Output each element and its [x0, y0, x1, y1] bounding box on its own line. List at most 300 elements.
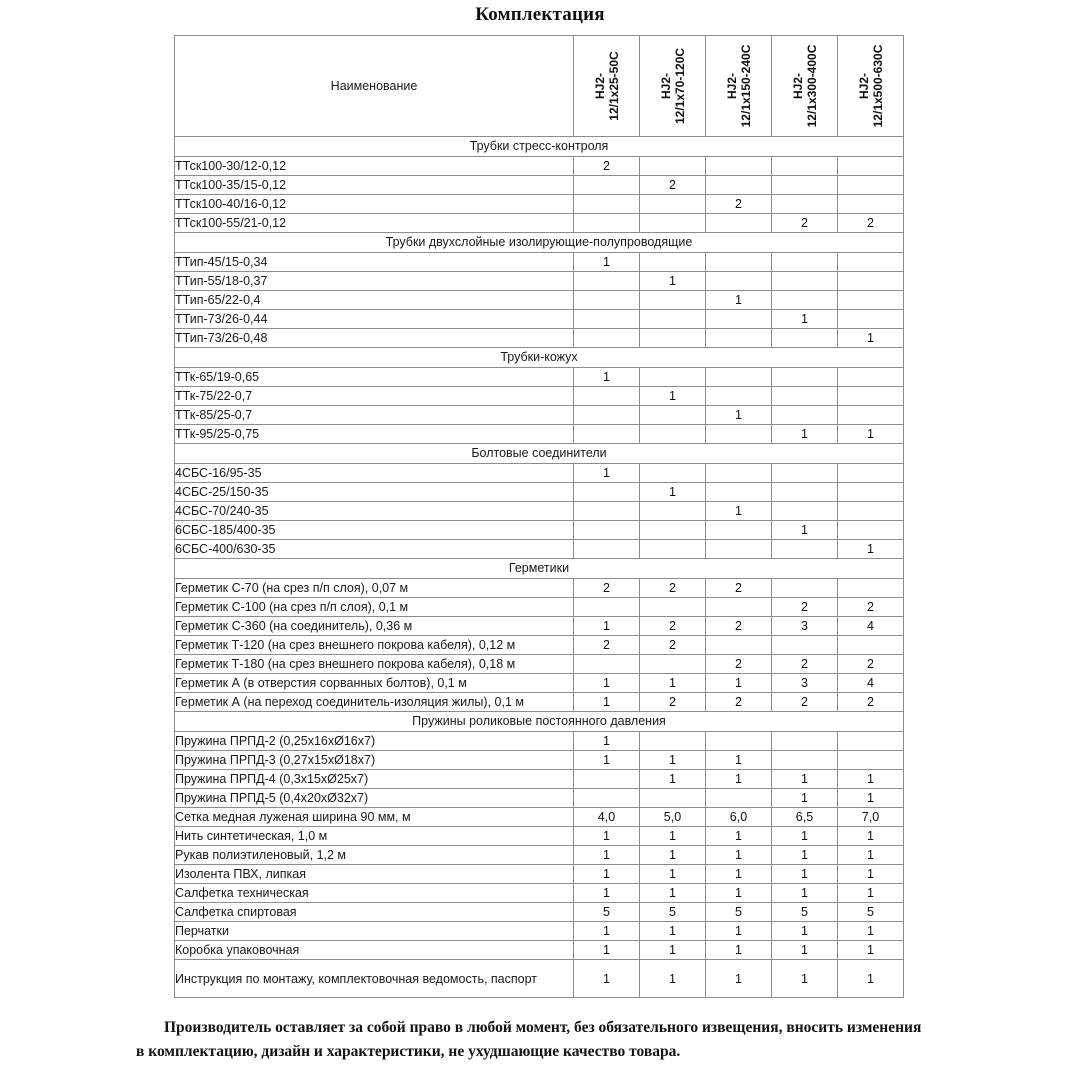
- row-quantity-cell: [772, 329, 838, 348]
- row-quantity-cell: 1: [574, 941, 640, 960]
- row-quantity-cell: 2: [772, 693, 838, 712]
- row-quantity-cell: 1: [706, 827, 772, 846]
- row-item-name: ТТип-65/22-0,4: [175, 291, 574, 310]
- row-quantity-cell: [574, 770, 640, 789]
- row-quantity-cell: [706, 464, 772, 483]
- row-item-name: ТТк-75/22-0,7: [175, 387, 574, 406]
- row-quantity-cell: [772, 291, 838, 310]
- table-row: [175, 789, 904, 808]
- section-heading-row: [175, 348, 904, 368]
- row-quantity-cell: 1: [574, 674, 640, 693]
- row-quantity-cell: [772, 636, 838, 655]
- row-quantity-cell: 1: [838, 884, 904, 903]
- row-quantity-cell: 2: [706, 617, 772, 636]
- row-quantity-cell: [706, 214, 772, 233]
- row-quantity-cell: 1: [640, 941, 706, 960]
- table-row: [175, 195, 904, 214]
- variant-label-1: [592, 51, 620, 120]
- row-quantity-cell: [838, 253, 904, 272]
- row-item-name: 4СБС-25/150-35: [175, 483, 574, 502]
- row-quantity-cell: [772, 253, 838, 272]
- row-item-name: Сетка медная луженая ширина 90 мм, м: [175, 808, 574, 827]
- row-quantity-cell: [640, 368, 706, 387]
- row-quantity-cell: 1: [574, 751, 640, 770]
- column-header-variant-4: [772, 36, 838, 137]
- row-quantity-cell: [838, 636, 904, 655]
- row-quantity-cell: [640, 406, 706, 425]
- row-quantity-cell: 1: [706, 884, 772, 903]
- table-row: [175, 406, 904, 425]
- section-heading-row: [175, 444, 904, 464]
- disclaimer-line-2: в комплектацию, дизайн и характеристики, не ухудшающие качество товара.: [136, 1043, 681, 1060]
- row-quantity-cell: 1: [772, 770, 838, 789]
- table-row: [175, 846, 904, 865]
- row-quantity-cell: [706, 176, 772, 195]
- row-quantity-cell: [640, 195, 706, 214]
- row-quantity-cell: [772, 157, 838, 176]
- table-row: [175, 732, 904, 751]
- row-quantity-cell: 1: [706, 770, 772, 789]
- row-quantity-cell: [640, 732, 706, 751]
- row-quantity-cell: [640, 502, 706, 521]
- row-quantity-cell: [838, 406, 904, 425]
- row-quantity-cell: [838, 368, 904, 387]
- row-quantity-cell: 1: [706, 960, 772, 998]
- row-quantity-cell: [574, 387, 640, 406]
- row-quantity-cell: [772, 195, 838, 214]
- row-quantity-cell: 1: [772, 884, 838, 903]
- row-item-name: Пружина ПРПД-2 (0,25x16xØ16x7): [175, 732, 574, 751]
- table-row: [175, 827, 904, 846]
- row-item-name: ТТк-85/25-0,7: [175, 406, 574, 425]
- row-quantity-cell: [706, 732, 772, 751]
- table-row: [175, 922, 904, 941]
- row-quantity-cell: [640, 310, 706, 329]
- row-quantity-cell: 1: [772, 521, 838, 540]
- row-quantity-cell: 1: [574, 617, 640, 636]
- row-quantity-cell: [838, 732, 904, 751]
- row-quantity-cell: 4,0: [574, 808, 640, 827]
- row-quantity-cell: [574, 406, 640, 425]
- row-quantity-cell: [640, 425, 706, 444]
- variant-label-4: [790, 45, 818, 128]
- row-quantity-cell: [640, 157, 706, 176]
- disclaimer-line-1: Производитель оставляет за собой право в любой момент, без обязательного извещения, вносить изменения: [164, 1019, 922, 1036]
- row-quantity-cell: 1: [772, 827, 838, 846]
- disclaimer-note: [138, 1016, 938, 1064]
- row-quantity-cell: 1: [640, 846, 706, 865]
- row-quantity-cell: 1: [706, 291, 772, 310]
- row-quantity-cell: 1: [838, 329, 904, 348]
- row-quantity-cell: [838, 310, 904, 329]
- row-item-name: 4СБС-70/240-35: [175, 502, 574, 521]
- section-heading-label: Болтовые соединители: [175, 444, 904, 464]
- page-title: Комплектация: [475, 4, 605, 25]
- row-quantity-cell: [640, 789, 706, 808]
- row-quantity-cell: [772, 502, 838, 521]
- row-quantity-cell: 2: [772, 598, 838, 617]
- table-row: [175, 941, 904, 960]
- row-quantity-cell: [640, 291, 706, 310]
- row-quantity-cell: [838, 579, 904, 598]
- row-quantity-cell: 2: [838, 693, 904, 712]
- row-item-name: ТТип-73/26-0,48: [175, 329, 574, 348]
- table-row: [175, 655, 904, 674]
- column-header-variant-2: [640, 36, 706, 137]
- row-quantity-cell: [574, 291, 640, 310]
- row-quantity-cell: 3: [772, 617, 838, 636]
- table-head: [175, 36, 904, 137]
- row-quantity-cell: 1: [640, 272, 706, 291]
- row-quantity-cell: 1: [772, 846, 838, 865]
- row-item-name: ТТип-73/26-0,44: [175, 310, 574, 329]
- row-quantity-cell: [838, 483, 904, 502]
- row-quantity-cell: [706, 483, 772, 502]
- section-heading-row: [175, 559, 904, 579]
- row-quantity-cell: 1: [574, 693, 640, 712]
- row-item-name: Пружина ПРПД-3 (0,27x15xØ18x7): [175, 751, 574, 770]
- row-item-name: Инструкция по монтажу, комплектовочная ведомость, паспорт: [175, 960, 574, 998]
- row-quantity-cell: 5: [772, 903, 838, 922]
- row-quantity-cell: [574, 310, 640, 329]
- row-quantity-cell: 1: [574, 865, 640, 884]
- table-row: [175, 960, 904, 998]
- row-quantity-cell: [706, 253, 772, 272]
- row-quantity-cell: 1: [706, 941, 772, 960]
- row-quantity-cell: 2: [706, 195, 772, 214]
- row-quantity-cell: 1: [772, 922, 838, 941]
- table-row: [175, 617, 904, 636]
- row-item-name: Изолента ПВХ, липкая: [175, 865, 574, 884]
- row-quantity-cell: 1: [574, 884, 640, 903]
- row-quantity-cell: [706, 636, 772, 655]
- row-quantity-cell: 2: [838, 598, 904, 617]
- row-quantity-cell: [772, 406, 838, 425]
- variant-label-4-line2: 12/1x300-400C: [804, 44, 819, 128]
- row-quantity-cell: 1: [772, 425, 838, 444]
- row-quantity-cell: 1: [574, 846, 640, 865]
- section-heading-label: Трубки стресс-контроля: [175, 137, 904, 157]
- row-quantity-cell: 1: [640, 884, 706, 903]
- row-quantity-cell: 2: [772, 655, 838, 674]
- variant-label-5: [856, 45, 884, 128]
- row-quantity-cell: [640, 598, 706, 617]
- table-row: [175, 291, 904, 310]
- row-item-name: 6СБС-185/400-35: [175, 521, 574, 540]
- row-quantity-cell: [640, 540, 706, 559]
- row-quantity-cell: 6,0: [706, 808, 772, 827]
- row-quantity-cell: [772, 579, 838, 598]
- row-quantity-cell: 2: [772, 214, 838, 233]
- row-item-name: Салфетка техническая: [175, 884, 574, 903]
- row-quantity-cell: 1: [574, 464, 640, 483]
- row-quantity-cell: 2: [640, 176, 706, 195]
- row-quantity-cell: 1: [838, 540, 904, 559]
- table-header-row: [175, 36, 904, 137]
- row-quantity-cell: [838, 502, 904, 521]
- variant-label-4-line1: HJ2-: [790, 72, 805, 100]
- table-row: [175, 157, 904, 176]
- row-quantity-cell: [838, 751, 904, 770]
- variant-label-1-line2: 12/1x25-50C: [606, 51, 621, 121]
- row-quantity-cell: 1: [640, 674, 706, 693]
- row-quantity-cell: 1: [838, 865, 904, 884]
- row-quantity-cell: 1: [640, 770, 706, 789]
- row-quantity-cell: 1: [574, 922, 640, 941]
- table-row: [175, 387, 904, 406]
- row-quantity-cell: [772, 368, 838, 387]
- row-item-name: ТТип-45/15-0,34: [175, 253, 574, 272]
- row-item-name: ТТск100-40/16-0,12: [175, 195, 574, 214]
- row-quantity-cell: [706, 272, 772, 291]
- row-quantity-cell: 1: [640, 922, 706, 941]
- row-quantity-cell: [838, 272, 904, 291]
- row-quantity-cell: [574, 655, 640, 674]
- row-item-name: Коробка упаковочная: [175, 941, 574, 960]
- row-item-name: Герметик А (на переход соединитель-изоляция жилы), 0,1 м: [175, 693, 574, 712]
- row-quantity-cell: 1: [706, 846, 772, 865]
- table-row: [175, 483, 904, 502]
- section-heading-row: [175, 137, 904, 157]
- row-quantity-cell: [838, 464, 904, 483]
- row-quantity-cell: [706, 157, 772, 176]
- row-quantity-cell: [772, 751, 838, 770]
- row-quantity-cell: 3: [772, 674, 838, 693]
- row-quantity-cell: [706, 387, 772, 406]
- row-quantity-cell: 5,0: [640, 808, 706, 827]
- row-quantity-cell: [772, 540, 838, 559]
- row-quantity-cell: [772, 464, 838, 483]
- variant-label-5-line2: 12/1x500-630C: [870, 44, 885, 128]
- row-quantity-cell: 2: [706, 579, 772, 598]
- row-item-name: Герметик Т-180 (на срез внешнего покрова кабеля), 0,18 м: [175, 655, 574, 674]
- row-quantity-cell: 2: [640, 693, 706, 712]
- variant-label-2-line2: 12/1x70-120C: [672, 47, 687, 125]
- row-quantity-cell: [574, 176, 640, 195]
- table-row: [175, 884, 904, 903]
- row-quantity-cell: [772, 272, 838, 291]
- table-row: [175, 310, 904, 329]
- section-heading-row: [175, 233, 904, 253]
- row-quantity-cell: [838, 157, 904, 176]
- row-quantity-cell: 1: [838, 827, 904, 846]
- row-quantity-cell: [574, 598, 640, 617]
- row-quantity-cell: [574, 195, 640, 214]
- row-quantity-cell: 1: [574, 368, 640, 387]
- row-quantity-cell: 1: [772, 310, 838, 329]
- row-quantity-cell: [706, 368, 772, 387]
- row-quantity-cell: 2: [838, 214, 904, 233]
- row-quantity-cell: 1: [574, 732, 640, 751]
- row-quantity-cell: [772, 387, 838, 406]
- row-quantity-cell: [574, 502, 640, 521]
- row-quantity-cell: 1: [640, 865, 706, 884]
- row-quantity-cell: 1: [772, 941, 838, 960]
- variant-label-3-line2: 12/1x150-240C: [738, 44, 753, 128]
- table-row: [175, 865, 904, 884]
- row-quantity-cell: [706, 540, 772, 559]
- row-quantity-cell: [574, 521, 640, 540]
- section-heading-label: Пружины роликовые постоянного давления: [175, 712, 904, 732]
- row-quantity-cell: 1: [706, 922, 772, 941]
- row-quantity-cell: [640, 329, 706, 348]
- row-item-name: ТТип-55/18-0,37: [175, 272, 574, 291]
- row-quantity-cell: [640, 253, 706, 272]
- row-quantity-cell: 1: [706, 674, 772, 693]
- row-item-name: Герметик С-100 (на срез п/п слоя), 0,1 м: [175, 598, 574, 617]
- table-body: [175, 137, 904, 998]
- table-row: [175, 214, 904, 233]
- row-quantity-cell: 2: [574, 579, 640, 598]
- row-item-name: 6СБС-400/630-35: [175, 540, 574, 559]
- row-quantity-cell: 7,0: [838, 808, 904, 827]
- row-item-name: Герметик С-360 (на соединитель), 0,36 м: [175, 617, 574, 636]
- row-quantity-cell: 6,5: [772, 808, 838, 827]
- table-row: [175, 770, 904, 789]
- row-quantity-cell: 5: [640, 903, 706, 922]
- row-item-name: 4СБС-16/95-35: [175, 464, 574, 483]
- column-header-variant-3: [706, 36, 772, 137]
- row-quantity-cell: [640, 214, 706, 233]
- row-item-name: Герметик Т-120 (на срез внешнего покрова кабеля), 0,12 м: [175, 636, 574, 655]
- row-quantity-cell: [838, 387, 904, 406]
- row-quantity-cell: 1: [838, 960, 904, 998]
- row-quantity-cell: [706, 310, 772, 329]
- column-header-variant-5: [838, 36, 904, 137]
- row-item-name: ТТск100-55/21-0,12: [175, 214, 574, 233]
- row-item-name: ТТск100-35/15-0,12: [175, 176, 574, 195]
- table-row: [175, 579, 904, 598]
- row-quantity-cell: [772, 483, 838, 502]
- row-quantity-cell: 5: [574, 903, 640, 922]
- row-item-name: ТТск100-30/12-0,12: [175, 157, 574, 176]
- row-quantity-cell: [574, 272, 640, 291]
- row-quantity-cell: [772, 176, 838, 195]
- table-row: [175, 540, 904, 559]
- row-quantity-cell: 1: [838, 846, 904, 865]
- row-item-name: Нить синтетическая, 1,0 м: [175, 827, 574, 846]
- row-quantity-cell: 1: [640, 827, 706, 846]
- row-quantity-cell: 1: [574, 253, 640, 272]
- row-quantity-cell: [640, 655, 706, 674]
- table-row: [175, 253, 904, 272]
- row-quantity-cell: [574, 789, 640, 808]
- row-quantity-cell: 1: [574, 827, 640, 846]
- table-row: [175, 425, 904, 444]
- row-item-name: Герметик А (в отверстия сорванных болтов), 0,1 м: [175, 674, 574, 693]
- row-item-name: Герметик С-70 (на срез п/п слоя), 0,07 м: [175, 579, 574, 598]
- row-quantity-cell: 1: [772, 789, 838, 808]
- table-row: [175, 636, 904, 655]
- column-header-variant-1: [574, 36, 640, 137]
- row-quantity-cell: 4: [838, 617, 904, 636]
- row-quantity-cell: 1: [838, 425, 904, 444]
- column-header-name: Наименование: [175, 36, 574, 137]
- variant-label-3: [724, 45, 752, 128]
- row-item-name: Рукав полиэтиленовый, 1,2 м: [175, 846, 574, 865]
- row-quantity-cell: 1: [838, 789, 904, 808]
- row-quantity-cell: [574, 329, 640, 348]
- table-row: [175, 903, 904, 922]
- row-item-name: ТТк-95/25-0,75: [175, 425, 574, 444]
- row-quantity-cell: [640, 521, 706, 540]
- row-quantity-cell: 1: [706, 751, 772, 770]
- row-quantity-cell: 2: [640, 636, 706, 655]
- variant-label-3-line1: HJ2-: [724, 72, 739, 100]
- row-quantity-cell: 1: [640, 751, 706, 770]
- row-quantity-cell: 1: [838, 941, 904, 960]
- variant-label-1-line1: HJ2-: [592, 72, 607, 100]
- row-quantity-cell: 2: [640, 617, 706, 636]
- row-quantity-cell: 1: [838, 770, 904, 789]
- table-row: [175, 272, 904, 291]
- row-item-name: ТТк-65/19-0,65: [175, 368, 574, 387]
- components-table: [174, 35, 904, 998]
- row-quantity-cell: 5: [838, 903, 904, 922]
- row-quantity-cell: [574, 540, 640, 559]
- row-item-name: Салфетка спиртовая: [175, 903, 574, 922]
- row-item-name: Пружина ПРПД-5 (0,4x20xØ32x7): [175, 789, 574, 808]
- row-quantity-cell: [640, 464, 706, 483]
- row-quantity-cell: 1: [706, 865, 772, 884]
- row-quantity-cell: 2: [640, 579, 706, 598]
- row-quantity-cell: 2: [706, 693, 772, 712]
- row-quantity-cell: [706, 329, 772, 348]
- row-quantity-cell: 1: [772, 960, 838, 998]
- row-quantity-cell: 1: [640, 960, 706, 998]
- row-quantity-cell: [706, 598, 772, 617]
- row-quantity-cell: [838, 291, 904, 310]
- row-quantity-cell: 1: [706, 502, 772, 521]
- row-quantity-cell: [706, 789, 772, 808]
- row-quantity-cell: 5: [706, 903, 772, 922]
- table-row: [175, 368, 904, 387]
- table-row: [175, 598, 904, 617]
- row-quantity-cell: 4: [838, 674, 904, 693]
- table-row: [175, 329, 904, 348]
- section-heading-label: Герметики: [175, 559, 904, 579]
- table-row: [175, 808, 904, 827]
- table-row: [175, 502, 904, 521]
- row-quantity-cell: [574, 214, 640, 233]
- table-row: [175, 693, 904, 712]
- row-quantity-cell: [772, 732, 838, 751]
- row-quantity-cell: 1: [574, 960, 640, 998]
- row-quantity-cell: 2: [574, 636, 640, 655]
- row-quantity-cell: [838, 176, 904, 195]
- table-row: [175, 521, 904, 540]
- row-item-name: Перчатки: [175, 922, 574, 941]
- table-row: [175, 176, 904, 195]
- row-quantity-cell: [838, 195, 904, 214]
- table-row: [175, 464, 904, 483]
- row-quantity-cell: [706, 521, 772, 540]
- row-quantity-cell: 1: [772, 865, 838, 884]
- row-quantity-cell: 1: [640, 387, 706, 406]
- section-heading-label: Трубки двухслойные изолирующие-полупроводящие: [175, 233, 904, 253]
- row-quantity-cell: [706, 425, 772, 444]
- row-quantity-cell: 2: [706, 655, 772, 674]
- row-quantity-cell: [574, 425, 640, 444]
- row-quantity-cell: 2: [838, 655, 904, 674]
- row-quantity-cell: [574, 483, 640, 502]
- row-quantity-cell: 1: [640, 483, 706, 502]
- row-quantity-cell: 2: [574, 157, 640, 176]
- table-row: [175, 751, 904, 770]
- variant-label-2: [658, 48, 686, 124]
- section-heading-row: [175, 712, 904, 732]
- variant-label-2-line1: HJ2-: [658, 73, 673, 100]
